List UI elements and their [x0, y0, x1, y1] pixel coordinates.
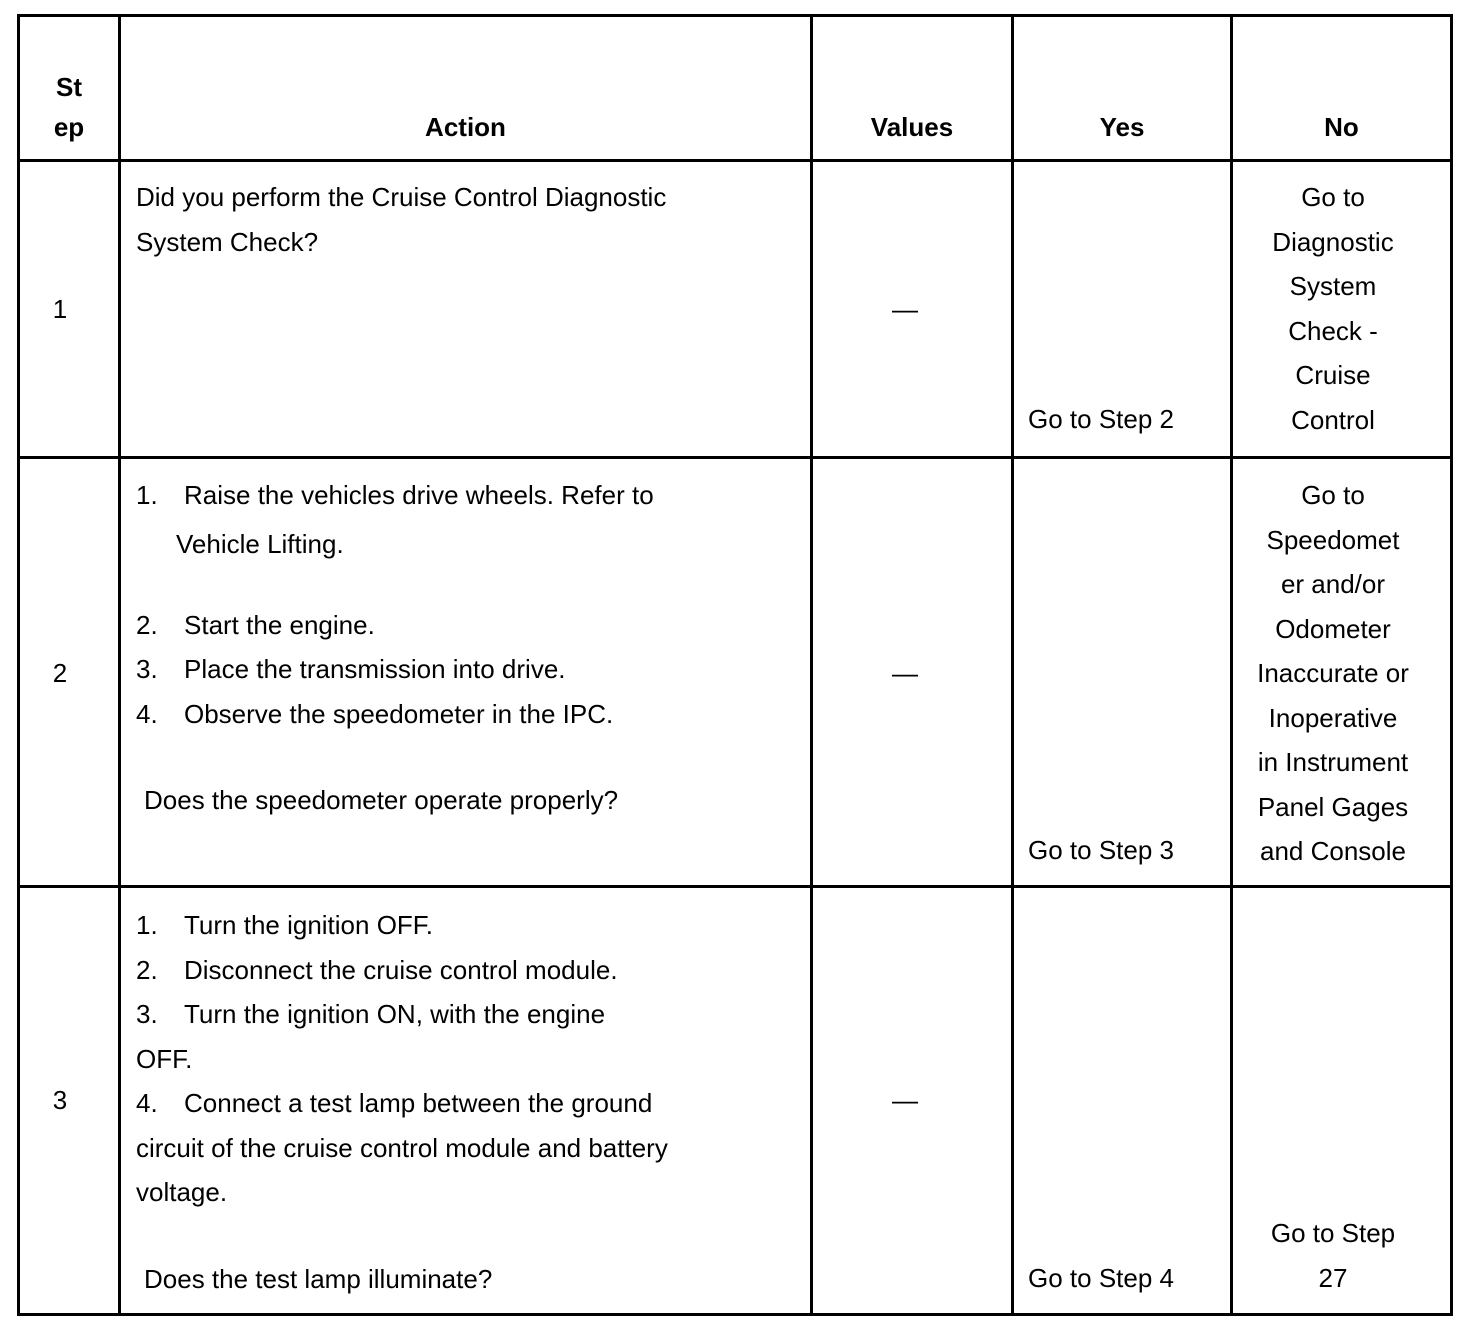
- question-text: Does the test lamp illuminate?: [144, 1263, 493, 1294]
- item-number: 3.: [136, 654, 158, 684]
- values-cell: —: [892, 294, 918, 324]
- list-item: [136, 992, 668, 1037]
- list-item-continuation: Vehicle Lifting.: [176, 528, 344, 559]
- spacer: [136, 1215, 668, 1257]
- step-number: 3: [52, 1085, 68, 1115]
- no-text: Go to: [1301, 480, 1365, 510]
- item-text: Turn the ignition OFF.: [184, 910, 434, 940]
- no-text: and Console: [1260, 836, 1406, 866]
- question-text: Does the speedometer operate properly?: [144, 785, 619, 815]
- item-number: 2.: [136, 609, 158, 640]
- no-text: Odometer: [1275, 613, 1391, 644]
- row-divider: [17, 456, 1453, 459]
- row-divider: [17, 885, 1453, 888]
- header-action: Action: [425, 112, 506, 142]
- list-item-continuation: circuit of the cruise control module and battery: [136, 1132, 668, 1163]
- list-item: [136, 473, 654, 518]
- no-text: in Instrument: [1257, 747, 1409, 777]
- list-item: [136, 1081, 668, 1126]
- header-step-line: St: [56, 72, 82, 102]
- header-step-line: ep: [53, 112, 85, 142]
- step-number: 2: [52, 658, 68, 688]
- list-item: [136, 903, 668, 948]
- item-text: Start the engine.: [184, 609, 375, 640]
- step-number: 1: [52, 294, 68, 324]
- spacer: [136, 570, 654, 603]
- column-divider: [1011, 14, 1014, 1316]
- action-text: Did you perform the Cruise Control Diagnostic: [136, 182, 667, 212]
- yes-cell: Go to Step 4: [1028, 1263, 1174, 1293]
- item-text: Connect a test lamp between the ground: [184, 1088, 653, 1118]
- list-item: [136, 603, 654, 648]
- no-text: Check -: [1288, 315, 1378, 346]
- header-step: [20, 67, 118, 147]
- item-text: Raise the vehicles drive wheels. Refer to: [184, 480, 654, 510]
- action-cell: [136, 473, 654, 823]
- header-yes: Yes: [1099, 112, 1145, 142]
- list-item: [136, 948, 668, 993]
- no-text: Go to: [1301, 182, 1365, 212]
- yes-cell: Go to Step 3: [1028, 835, 1174, 865]
- no-cell: [1233, 473, 1433, 874]
- header-divider: [17, 159, 1453, 162]
- no-text: System: [1289, 271, 1377, 301]
- item-text: Observe the speedometer in the IPC.: [184, 698, 614, 729]
- no-text: er and/or: [1280, 569, 1386, 599]
- item-number: 2.: [136, 954, 158, 985]
- list-item-continuation: voltage.: [136, 1177, 228, 1207]
- item-number: 1.: [136, 480, 158, 510]
- item-number: 3.: [136, 999, 158, 1029]
- action-cell: [136, 903, 668, 1301]
- no-text: Panel Gages: [1257, 791, 1409, 822]
- item-number: 1.: [136, 910, 158, 940]
- item-text: Place the transmission into drive.: [184, 654, 566, 684]
- item-number: 4.: [136, 1088, 158, 1118]
- no-text: Control: [1291, 404, 1375, 435]
- no-text: Go to Step: [1270, 1218, 1396, 1248]
- diagnostic-table: [17, 14, 1453, 1316]
- no-text: Inaccurate or: [1257, 658, 1409, 688]
- header-values: Values: [870, 112, 954, 142]
- list-item: [136, 692, 654, 737]
- no-cell: [1233, 175, 1433, 442]
- values-cell: —: [892, 658, 918, 688]
- list-item-continuation: OFF.: [136, 1043, 193, 1074]
- yes-cell: Go to Step 2: [1028, 404, 1174, 434]
- table-border-top: [17, 14, 1453, 17]
- no-text: 27: [1318, 1262, 1348, 1293]
- no-text: Speedomet: [1266, 524, 1400, 555]
- list-item: [136, 647, 654, 692]
- no-cell: [1233, 1211, 1433, 1300]
- no-text: Cruise: [1295, 360, 1371, 390]
- no-text: Inoperative: [1268, 702, 1398, 733]
- no-text: Diagnostic: [1272, 226, 1394, 257]
- item-text: Turn the ignition ON, with the engine: [184, 999, 606, 1029]
- item-number: 4.: [136, 698, 158, 729]
- action-text: System Check?: [136, 226, 319, 257]
- table-border-bottom: [17, 1313, 1453, 1316]
- column-divider: [118, 14, 121, 1316]
- table-border-right: [1450, 14, 1453, 1316]
- header-no: No: [1324, 112, 1359, 142]
- spacer: [136, 736, 654, 778]
- values-cell: —: [892, 1085, 918, 1115]
- item-text: Disconnect the cruise control module.: [184, 954, 618, 985]
- action-cell: [136, 175, 666, 264]
